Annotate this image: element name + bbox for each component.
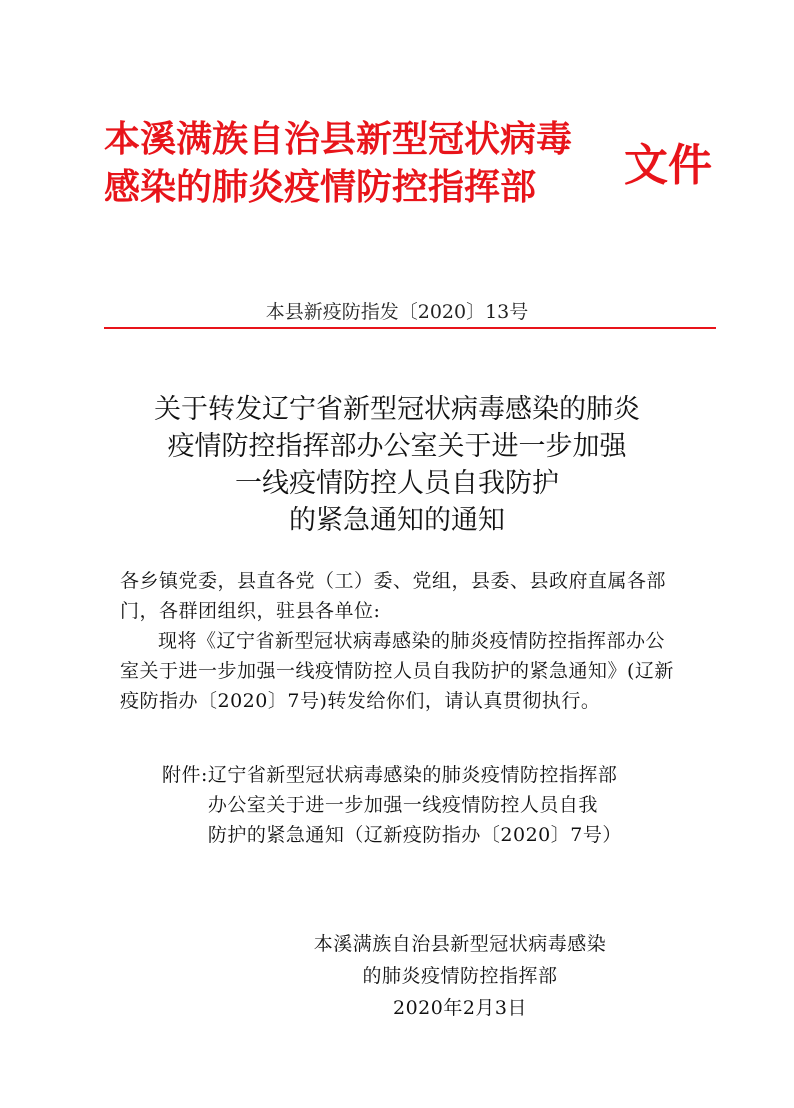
signature-block bbox=[260, 928, 660, 1024]
notice-body bbox=[120, 566, 680, 716]
document-header bbox=[104, 118, 724, 218]
signing-org-line-1: 本溪满族自治县新型冠状病毒感染 bbox=[313, 933, 607, 955]
signing-date: 2020年2月3日 bbox=[392, 997, 528, 1019]
body-paragraph: 现将《辽宁省新型冠状病毒感染的肺炎疫情防控指挥部办公室关于进一步加强一线疫情防控人员自我防护的紧急通知》(辽新疫防指办〔2020〕7号)转发给你们，请认真贯彻执行。 bbox=[120, 630, 674, 712]
title-line: 关于转发辽宁省新型冠状病毒感染的肺炎 bbox=[154, 394, 640, 425]
signing-org-line-2: 的肺炎疫情防控指挥部 bbox=[362, 965, 558, 987]
attachment-line: 办公室关于进一步加强一线疫情防控人员自我 bbox=[207, 794, 598, 816]
salutation: 各乡镇党委，县直各党（工）委、党组，县委、县政府直属各部门，各群团组织，驻县各单位: bbox=[120, 570, 667, 622]
issuer-name-line-2: 感染的肺炎疫情防控指挥部 bbox=[104, 167, 537, 208]
document-number: 本县新疫防指发〔2020〕13号 bbox=[265, 301, 529, 323]
notice-title bbox=[0, 391, 794, 539]
attachment-label: 附件: bbox=[162, 764, 208, 786]
attachment-section bbox=[162, 760, 682, 850]
attachment-line: 辽宁省新型冠状病毒感染的肺炎疫情防控指挥部 bbox=[207, 764, 618, 786]
document-label: 文件 bbox=[624, 140, 712, 191]
attachment-title bbox=[208, 760, 682, 850]
title-line: 疫情防控指挥部办公室关于进一步加强 bbox=[167, 431, 627, 462]
attachment-line: 防护的紧急通知（辽新疫防指办〔2020〕7号） bbox=[207, 824, 622, 846]
issuer-name-line-1: 本溪满族自治县新型冠状病毒 bbox=[104, 119, 573, 160]
title-line: 的紧急通知的通知 bbox=[289, 505, 505, 536]
title-line: 一线疫情防控人员自我防护 bbox=[235, 468, 559, 499]
red-divider-line bbox=[104, 327, 716, 329]
